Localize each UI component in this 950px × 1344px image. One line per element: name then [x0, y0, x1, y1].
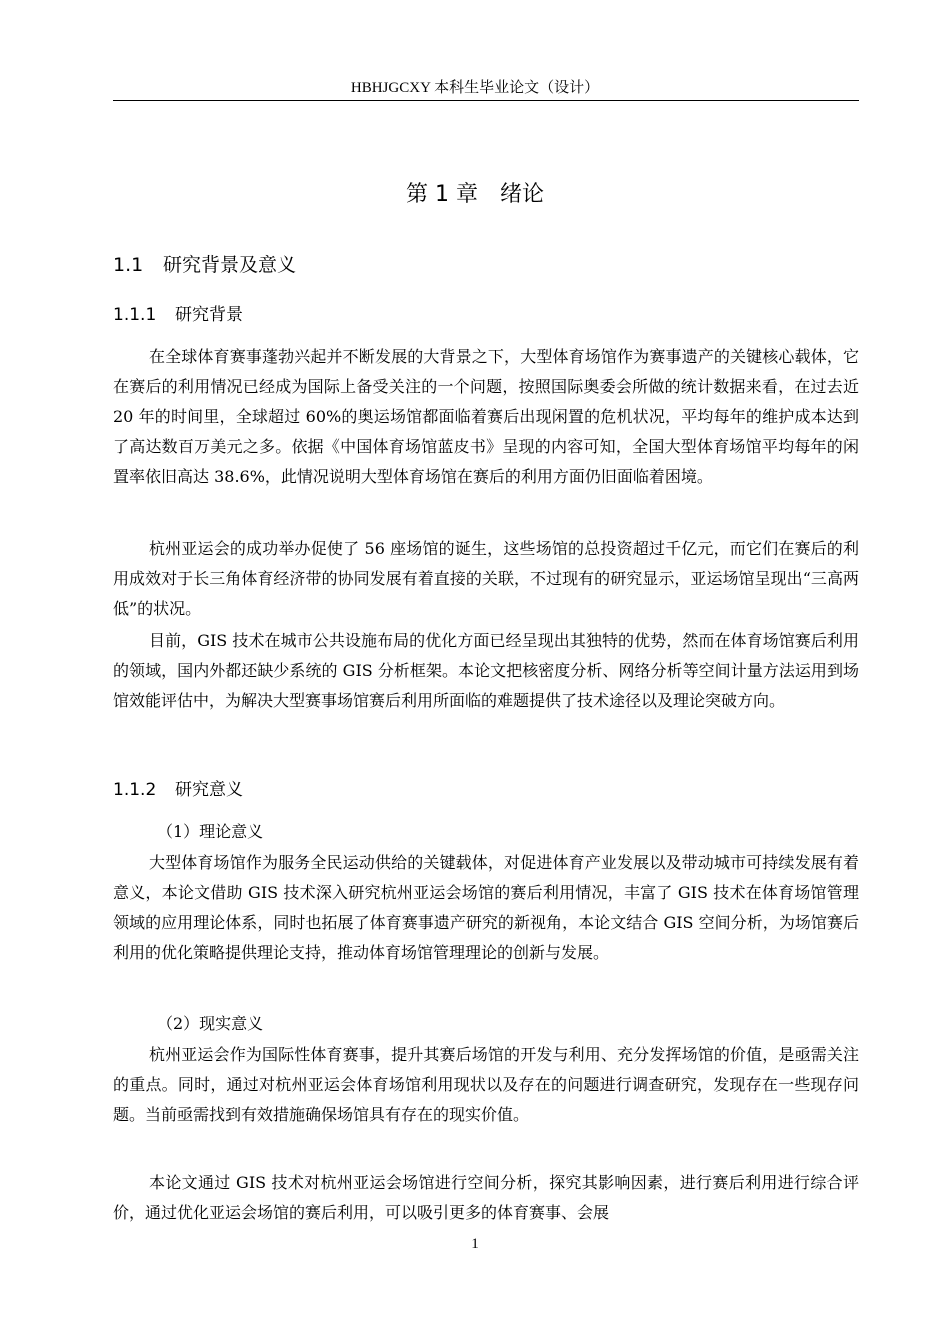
item-label-theoretical: （1）理论意义 [157, 822, 264, 841]
paragraph-practical-1: 杭州亚运会作为国际性体育赛事，提升其赛后场馆的开发与利用、充分发挥场馆的价值，是亟需关注的重点。同时，通过对杭州亚运会体育场馆利用现状以及存在的问题进行调查研究，发现存在一些现存问题。当前亟需找到有效措施确保场馆具有存在的现实价值。 [113, 1045, 859, 1124]
page-number: 1 [471, 1236, 479, 1252]
chapter-name: 绪论 [499, 182, 544, 207]
item-label-practical: （2）现实意义 [157, 1014, 264, 1033]
paragraph-background-2: 杭州亚运会的成功举办促使了 56 座场馆的诞生，这些场馆的总投资超过千亿元，而它们在赛后的利用成效对于长三角体育经济带的协同发展有着直接的关联，不过现有的研究显示，亚运场馆呈现出“三高两低”的状况。 [113, 539, 859, 618]
subsection-number: 1.1.1 [113, 305, 157, 325]
section-heading [113, 252, 296, 278]
paragraph-theoretical: 大型体育场馆作为服务全民运动供给的关键载体，对促进体育产业发展以及带动城市可持续发展有着意义，本论文借助 GIS 技术深入研究杭州亚运会场馆的赛后利用情况，丰富了 GIS 技术在体育场馆管理领域的应用理论体系，同时也拓展了体育赛事遗产研究的新视角，本论文结合 GIS 空间分析，为场馆赛后利用的优化策略提供理论支持，推动体育场馆管理理论的创新与发展。 [113, 853, 859, 962]
subsection-heading-significance [113, 778, 243, 802]
paragraph-background-3: 目前，GIS 技术在城市公共设施布局的优化方面已经呈现出其独特的优势，然而在体育场馆赛后利用的领域，国内外都还缺少系统的 GIS 分析框架。本论文把核密度分析、网络分析等空间计量方法运用到场馆效能评估中，为解决大型赛事场馆赛后利用所面临的难题提供了技术途径以及理论突破方向。 [113, 631, 859, 710]
subsection-number: 1.1.2 [113, 780, 157, 800]
subsection-heading-background [113, 303, 243, 327]
subsection-title: 研究背景 [175, 305, 243, 325]
chapter-title [0, 180, 950, 210]
section-title: 研究背景及意义 [163, 254, 297, 276]
header-rule [113, 100, 859, 101]
chapter-number: 第 1 章 [406, 182, 478, 207]
section-number: 1.1 [113, 254, 144, 276]
running-header: HBHJGCXY 本科生毕业论文（设计） [350, 80, 600, 96]
paragraph-practical-2: 本论文通过 GIS 技术对杭州亚运会场馆进行空间分析，探究其影响因素，进行赛后利用进行综合评价，通过优化亚运会场馆的赛后利用，可以吸引更多的体育赛事、会展 [113, 1173, 859, 1222]
subsection-title: 研究意义 [175, 780, 243, 800]
paragraph-background-1: 在全球体育赛事蓬勃兴起并不断发展的大背景之下，大型体育场馆作为赛事遗产的关键核心载体，它在赛后的利用情况已经成为国际上备受关注的一个问题，按照国际奥委会所做的统计数据来看，在过去近 20 年的时间里，全球超过 60%的奥运场馆都面临着赛后出现闲置的危机状况，平均每年的维护成本达到了高达数百万美元之多。依据《中国体育场馆蓝皮书》呈现的内容可知，全国大型体育场馆平均每年的闲置率依旧高达 38.6%，此情况说明大型体育场馆在赛后的利用方面仍旧面临着困境。 [113, 347, 859, 486]
